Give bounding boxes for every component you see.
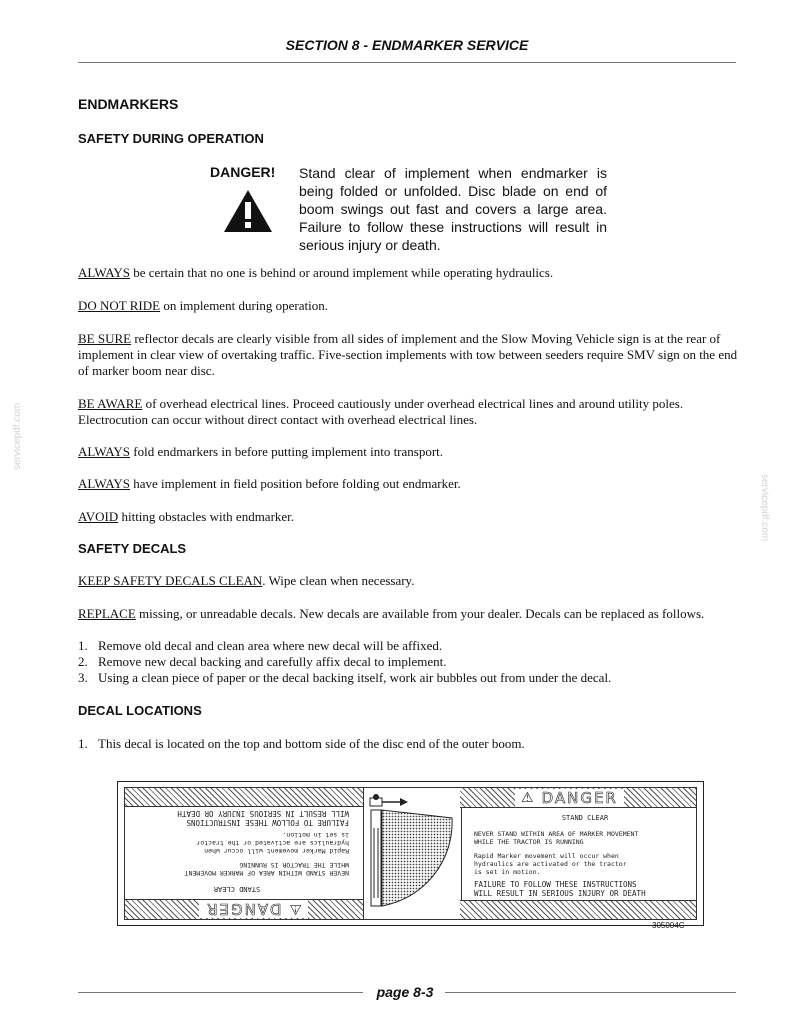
decal-line: NEVER STAND WITHIN AREA OF MARKER MOVEMENT (474, 830, 639, 838)
list-number: 2. (78, 654, 88, 669)
decal-line: Rapid Marker movement will occur when (204, 847, 349, 855)
footer-rule-left (78, 992, 363, 993)
decal-line: is set in motion. (474, 868, 541, 876)
page-number: page 8-3 (376, 984, 434, 1000)
decal-location-list (78, 736, 738, 752)
paragraph-body: of overhead electrical lines. Proceed cautiously under overhead electrical lines and around utility poles. Electrocution can occur without direct contact with overhead electrical lines. (78, 396, 684, 427)
paragraph-be-sure (78, 331, 738, 379)
decal-replacement-steps (78, 638, 738, 686)
list-text: Remove old decal and clean area where new decal will be affixed. (98, 638, 443, 653)
paragraph-lead: DO NOT RIDE (78, 298, 161, 313)
heading-safety-operation: SAFETY DURING OPERATION (78, 131, 264, 146)
decal-line: WHILE THE TRACTOR IS RUNNING (474, 838, 584, 846)
paragraph-body: missing, or unreadable decals. New decals are available from your dealer. Decals can be replaced as follows. (135, 606, 705, 621)
decal-line: WHILE THE TRACTOR IS RUNNING (239, 861, 349, 869)
list-item (78, 670, 738, 686)
decal-hazard-band-bottom (460, 900, 696, 919)
footer-rule-right (445, 992, 736, 993)
warning-triangle-icon (222, 188, 274, 234)
decal-title-box (515, 789, 624, 807)
paragraph-body: on implement during operation. (160, 298, 328, 313)
decal-stand-clear: STAND CLEAR (213, 885, 261, 893)
warning-triangle-icon: ⚠ (287, 901, 302, 917)
paragraph-do-not-ride (78, 298, 738, 314)
heading-safety-decals: SAFETY DECALS (78, 541, 187, 556)
decal-text (125, 809, 363, 893)
decal-line: NEVER STAND WITHIN AREA OF MARKER MOVEMENT (184, 869, 349, 877)
paragraph-always-fold (78, 444, 738, 460)
paragraph-be-aware (78, 396, 738, 428)
decal-part-number: 305004C (652, 921, 685, 930)
danger-label: DANGER! (210, 164, 276, 180)
decal-line: FAILURE TO FOLLOW THESE INSTRUCTIONS (474, 880, 637, 889)
heading-endmarkers: ENDMARKERS (78, 96, 179, 112)
decal-line: hydraulics are activated or the tractor (474, 860, 627, 868)
paragraph-body: reflector decals are clearly visible from all sides of implement and the Slow Moving Vehicle sign is at the rear of implement in clear view of overtaking traffic. Five-section implements with tow between seeders require SMV sign on the end of marker boom near disc. (78, 331, 738, 378)
paragraph-lead: AVOID (78, 509, 119, 524)
decal-title-box (199, 900, 308, 918)
watermark-left: servicepdf.com (12, 402, 23, 470)
watermark-right: servicepdf.com (759, 474, 770, 542)
paragraph-lead: BE SURE (78, 331, 132, 346)
list-number: 1. (78, 638, 88, 653)
list-number: 3. (78, 670, 88, 685)
decal-title: DANGER (541, 789, 618, 807)
boom-swing-diagram (364, 788, 461, 919)
list-item (78, 654, 738, 670)
decal-line: FAILURE TO FOLLOW THESE INSTRUCTIONS (186, 818, 349, 827)
decal-line: Rapid Marker movement will occur when (474, 852, 619, 860)
decal-line: WILL RESULT IN SERIOUS INJURY OR DEATH (474, 889, 646, 898)
paragraph-body: be certain that no one is behind or around implement while operating hydraulics. (130, 265, 554, 280)
paragraph-always-field (78, 476, 738, 492)
decal-hazard-band (125, 899, 363, 919)
decal-hazard-band-bottom (125, 788, 363, 807)
header-rule (78, 62, 736, 63)
list-item (78, 638, 738, 654)
list-item (78, 736, 738, 752)
decal-panel (460, 788, 696, 919)
list-text: This decal is located on the top and bottom side of the disc end of the outer boom. (98, 736, 525, 751)
decal-frame (124, 787, 697, 920)
decal-stand-clear: STAND CLEAR (561, 814, 609, 822)
danger-message: Stand clear of implement when endmarker is being folded or unfolded. Disc blade on end of boom swings out fast and covers a large area. Failure to follow these instructions will result in serious injury or death. (299, 165, 607, 253)
decal-line: hydraulics are activated or the tractor (196, 839, 349, 847)
paragraph-body: . Wipe clean when necessary. (262, 573, 415, 588)
paragraph-lead: BE AWARE (78, 396, 143, 411)
paragraph-lead: ALWAYS (78, 476, 131, 491)
paragraph-lead: ALWAYS (78, 265, 131, 280)
paragraph-replace (78, 606, 738, 622)
danger-callout (205, 164, 615, 254)
section-header: SECTION 8 - ENDMARKER SERVICE (285, 37, 529, 53)
paragraph-lead: ALWAYS (78, 444, 131, 459)
list-number: 1. (78, 736, 88, 751)
paragraph-keep-clean (78, 573, 738, 589)
decal-line: WILL RESULT IN SERIOUS INJURY OR DEATH (177, 809, 349, 818)
paragraph-body: hitting obstacles with endmarker. (118, 509, 295, 524)
paragraph-avoid (78, 509, 738, 525)
paragraph-body: have implement in field position before folding out endmarker. (130, 476, 461, 491)
decal-title: DANGER (205, 900, 282, 918)
decal-panel-inverted (125, 788, 363, 919)
paragraph-always-hydraulics (78, 265, 738, 281)
list-text: Using a clean piece of paper or the decal backing itself, work air bubbles out from under the decal. (98, 670, 612, 685)
warning-triangle-icon: ⚠ (521, 790, 536, 806)
heading-decal-locations: DECAL LOCATIONS (78, 703, 202, 718)
paragraph-lead: KEEP SAFETY DECALS CLEAN (78, 573, 263, 588)
paragraph-lead: REPLACE (78, 606, 136, 621)
decal-text (460, 814, 696, 898)
paragraph-body: fold endmarkers in before putting implement into transport. (130, 444, 444, 459)
decal-hazard-band (460, 788, 696, 808)
decal-boom-illustration (363, 788, 462, 919)
list-text: Remove new decal backing and carefully affix decal to implement. (98, 654, 447, 669)
decal-line: is set in motion. (282, 831, 349, 839)
danger-decal (117, 781, 704, 926)
